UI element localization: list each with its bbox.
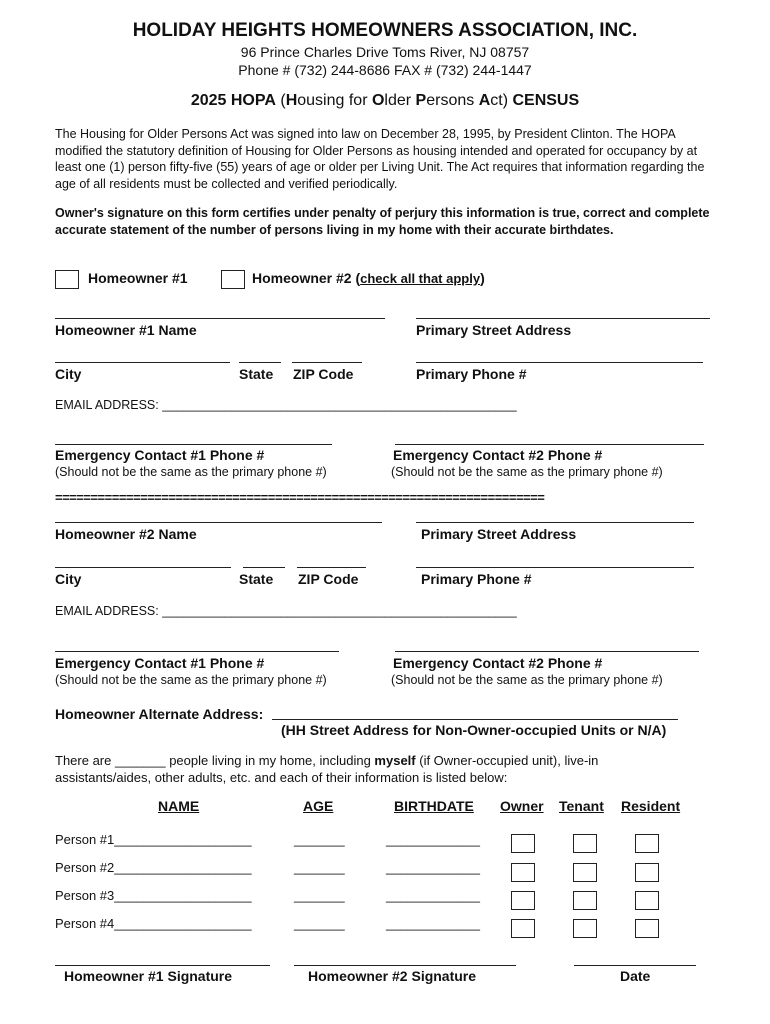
residents-intro-line2: assistants/aides, other adults, etc. and each of their information is listed below: [55, 770, 508, 785]
owner1-city-label: City [55, 366, 82, 382]
person-1-resident-checkbox[interactable] [635, 834, 659, 853]
census-title: 2025 HOPA (Housing for Older Persons Act) CENSUS [190, 92, 580, 109]
person-4-tenant-checkbox[interactable] [573, 919, 597, 938]
alternate-address-line[interactable] [272, 719, 678, 720]
owner1-state-line[interactable] [239, 362, 281, 363]
owner2-ec2-note: (Should not be the same as the primary phone #) [391, 673, 663, 687]
owner1-signature-line[interactable] [55, 965, 270, 966]
owner2-zip-label: ZIP Code [298, 571, 359, 587]
person-3-owner-checkbox[interactable] [511, 891, 535, 910]
owner1-state-label: State [239, 366, 274, 382]
homeowner2-checkbox-label: Homeowner #2 (check all that apply) [252, 270, 485, 286]
owner2-email-field[interactable]: EMAIL ADDRESS: ___________________________________________________ [55, 604, 517, 618]
owner1-phone-line[interactable] [416, 362, 703, 363]
owner1-street-line[interactable] [416, 318, 710, 319]
owner1-name-label: Homeowner #1 Name [55, 322, 197, 338]
alternate-address-note: (HH Street Address for Non-Owner-occupied Units or N/A) [281, 722, 667, 738]
association-address: 96 Prince Charles Drive Toms River, NJ 08757 [240, 44, 530, 60]
person-4-age[interactable]: _______ [294, 916, 345, 931]
person-1-tenant-checkbox[interactable] [573, 834, 597, 853]
section-separator: ===================================================================== [55, 490, 545, 505]
owner1-ec2-line[interactable] [395, 444, 704, 445]
owner1-signature-label: Homeowner #1 Signature [64, 968, 233, 984]
owner1-zip-label: ZIP Code [293, 366, 354, 382]
owner1-name-line[interactable] [55, 318, 385, 319]
person-1-owner-checkbox[interactable] [511, 834, 535, 853]
col-header-age: AGE [303, 798, 334, 814]
person-3-birthdate[interactable]: _____________ [386, 888, 480, 903]
owner1-ec2-note: (Should not be the same as the primary phone #) [391, 465, 663, 479]
col-header-birthdate: BIRTHDATE [394, 798, 474, 814]
association-phone: Phone # (732) 244-8686 FAX # (732) 244-1447 [238, 62, 532, 78]
person-1-birthdate[interactable]: _____________ [386, 832, 480, 847]
owner1-city-line[interactable] [55, 362, 230, 363]
owner1-email-field[interactable]: EMAIL ADDRESS: ___________________________________________________ [55, 398, 517, 412]
owner2-street-label: Primary Street Address [421, 526, 577, 542]
owner2-name-label: Homeowner #2 Name [55, 526, 197, 542]
person-2-owner-checkbox[interactable] [511, 863, 535, 882]
owner1-street-label: Primary Street Address [416, 322, 572, 338]
intro-paragraph: The Housing for Older Persons Act was signed into law on December 28, 1995, by President Clinton. The HOPA modified the statutory definition of Housing for Older Persons as housing intended and operated for occupancy by at least one (1) person fifty-five (55) years of age or older per Living Unit. The Act requires that information regarding the age of all residents must be collected and verified periodically. [55, 127, 705, 191]
col-header-resident: Resident [621, 798, 681, 814]
person-4-owner-checkbox[interactable] [511, 919, 535, 938]
owner2-name-line[interactable] [55, 522, 382, 523]
certification-paragraph: Owner's signature on this form certifies under penalty of perjury this information is true, correct and complete accurate statement of the number of persons living in my home with their accurate birthdates. [55, 206, 710, 237]
owner2-ec1-note: (Should not be the same as the primary phone #) [55, 673, 327, 687]
owner2-city-label: City [55, 571, 82, 587]
person-3-age[interactable]: _______ [294, 888, 345, 903]
owner2-phone-label: Primary Phone # [421, 571, 532, 587]
person-4-resident-checkbox[interactable] [635, 919, 659, 938]
person-3-name[interactable]: Person #3___________________ [55, 888, 252, 903]
owner1-zip-line[interactable] [292, 362, 362, 363]
person-4-birthdate[interactable]: _____________ [386, 916, 480, 931]
residents-intro-line1: There are _______ people living in my home, including myself (if Owner-occupied unit), live-in [55, 753, 599, 768]
owner1-phone-label: Primary Phone # [416, 366, 527, 382]
person-4-name[interactable]: Person #4___________________ [55, 916, 252, 931]
homeowner1-checkbox-label: Homeowner #1 [88, 270, 188, 286]
owner2-zip-line[interactable] [297, 567, 366, 568]
owner2-signature-line[interactable] [294, 965, 516, 966]
person-2-age[interactable]: _______ [294, 860, 345, 875]
owner1-ec2-label: Emergency Contact #2 Phone # [393, 447, 603, 463]
owner2-phone-line[interactable] [416, 567, 694, 568]
person-2-tenant-checkbox[interactable] [573, 863, 597, 882]
association-title: HOLIDAY HEIGHTS HOMEOWNERS ASSOCIATION, INC. [132, 20, 638, 41]
person-3-tenant-checkbox[interactable] [573, 891, 597, 910]
owner2-signature-label: Homeowner #2 Signature [308, 968, 477, 984]
owner1-ec1-line[interactable] [55, 444, 332, 445]
col-header-owner: Owner [500, 798, 544, 814]
owner2-state-label: State [239, 571, 274, 587]
owner2-ec1-label: Emergency Contact #1 Phone # [55, 655, 265, 671]
person-1-name[interactable]: Person #1___________________ [55, 832, 252, 847]
homeowner2-checkbox[interactable] [221, 270, 245, 289]
col-header-tenant: Tenant [559, 798, 604, 814]
person-1-age[interactable]: _______ [294, 832, 345, 847]
person-2-resident-checkbox[interactable] [635, 863, 659, 882]
owner2-street-line[interactable] [416, 522, 694, 523]
col-header-name: NAME [158, 798, 200, 814]
homeowner1-checkbox[interactable] [55, 270, 79, 289]
date-label: Date [620, 968, 651, 984]
person-3-resident-checkbox[interactable] [635, 891, 659, 910]
date-line[interactable] [574, 965, 696, 966]
owner2-ec2-line[interactable] [395, 651, 699, 652]
owner2-ec2-label: Emergency Contact #2 Phone # [393, 655, 603, 671]
person-2-name[interactable]: Person #2___________________ [55, 860, 252, 875]
person-2-birthdate[interactable]: _____________ [386, 860, 480, 875]
alternate-address-label: Homeowner Alternate Address: [55, 706, 264, 722]
owner2-city-line[interactable] [55, 567, 231, 568]
owner1-ec1-label: Emergency Contact #1 Phone # [55, 447, 265, 463]
owner2-state-line[interactable] [243, 567, 285, 568]
owner2-ec1-line[interactable] [55, 651, 339, 652]
owner1-ec1-note: (Should not be the same as the primary phone #) [55, 465, 327, 479]
